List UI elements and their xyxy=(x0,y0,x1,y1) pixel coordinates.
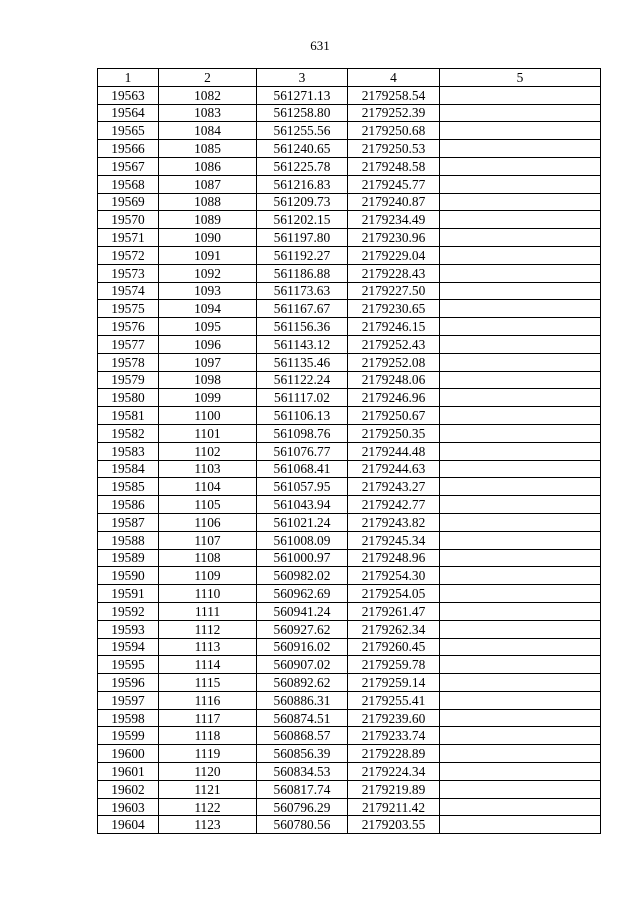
table-cell-col-3: 560982.02 xyxy=(257,567,348,585)
table-row xyxy=(98,300,601,318)
table-cell-col-5 xyxy=(440,193,601,211)
table-cell-col-5 xyxy=(440,691,601,709)
table-cell-col-4: 2179262.34 xyxy=(348,620,440,638)
table-cell-col-3: 560941.24 xyxy=(257,602,348,620)
table-row xyxy=(98,193,601,211)
table-cell-col-1: 19583 xyxy=(98,442,159,460)
table-cell-col-4: 2179259.78 xyxy=(348,656,440,674)
table-cell-col-1: 19582 xyxy=(98,424,159,442)
table-cell-col-3: 561192.27 xyxy=(257,246,348,264)
table-cell-col-2: 1111 xyxy=(159,602,257,620)
table-cell-col-3: 560874.51 xyxy=(257,709,348,727)
table-cell-col-3: 561202.15 xyxy=(257,211,348,229)
table-row xyxy=(98,513,601,531)
table-cell-col-1: 19598 xyxy=(98,709,159,727)
table-cell-col-3: 561098.76 xyxy=(257,424,348,442)
table-row xyxy=(98,460,601,478)
table-cell-col-1: 19565 xyxy=(98,122,159,140)
table-row xyxy=(98,371,601,389)
table-cell-col-4: 2179248.96 xyxy=(348,549,440,567)
table-cell-col-1: 19572 xyxy=(98,246,159,264)
table-cell-col-1: 19571 xyxy=(98,229,159,247)
table-cell-col-1: 19568 xyxy=(98,175,159,193)
table-cell-col-4: 2179250.67 xyxy=(348,407,440,425)
table-cell-col-3: 561258.80 xyxy=(257,104,348,122)
table-cell-col-5 xyxy=(440,407,601,425)
table-cell-col-2: 1089 xyxy=(159,211,257,229)
table-cell-col-3: 561209.73 xyxy=(257,193,348,211)
table-row xyxy=(98,531,601,549)
table-cell-col-1: 19601 xyxy=(98,763,159,781)
table-row xyxy=(98,175,601,193)
table-cell-col-2: 1088 xyxy=(159,193,257,211)
table-cell-col-2: 1094 xyxy=(159,300,257,318)
table-cell-col-3: 560907.02 xyxy=(257,656,348,674)
table-cell-col-3: 561197.80 xyxy=(257,229,348,247)
table-cell-col-3: 560817.74 xyxy=(257,780,348,798)
table-cell-col-4: 2179250.53 xyxy=(348,140,440,158)
table-row xyxy=(98,407,601,425)
table-cell-col-5 xyxy=(440,353,601,371)
table-cell-col-2: 1106 xyxy=(159,513,257,531)
table-cell-col-1: 19591 xyxy=(98,585,159,603)
table-cell-col-4: 2179219.89 xyxy=(348,780,440,798)
table-cell-col-2: 1107 xyxy=(159,531,257,549)
table-cell-col-4: 2179233.74 xyxy=(348,727,440,745)
table-row xyxy=(98,246,601,264)
table-row xyxy=(98,389,601,407)
table-cell-col-5 xyxy=(440,602,601,620)
table-cell-col-3: 561156.36 xyxy=(257,318,348,336)
table-cell-col-1: 19604 xyxy=(98,816,159,834)
table-cell-col-5 xyxy=(440,157,601,175)
table-cell-col-2: 1113 xyxy=(159,638,257,656)
table-cell-col-4: 2179244.48 xyxy=(348,442,440,460)
table-cell-col-3: 560892.62 xyxy=(257,674,348,692)
table-cell-col-1: 19597 xyxy=(98,691,159,709)
table-cell-col-1: 19563 xyxy=(98,86,159,104)
table-cell-col-1: 19574 xyxy=(98,282,159,300)
table-cell-col-4: 2179248.06 xyxy=(348,371,440,389)
table-row xyxy=(98,122,601,140)
table-cell-col-2: 1123 xyxy=(159,816,257,834)
table-cell-col-2: 1093 xyxy=(159,282,257,300)
table-cell-col-5 xyxy=(440,674,601,692)
table-cell-col-1: 19596 xyxy=(98,674,159,692)
table-cell-col-2: 1105 xyxy=(159,496,257,514)
table-cell-col-2: 1100 xyxy=(159,407,257,425)
column-header-4: 4 xyxy=(348,69,440,87)
table-cell-col-4: 2179239.60 xyxy=(348,709,440,727)
table-cell-col-3: 561143.12 xyxy=(257,335,348,353)
table-row xyxy=(98,816,601,834)
table-cell-col-4: 2179228.89 xyxy=(348,745,440,763)
table-cell-col-3: 560780.56 xyxy=(257,816,348,834)
table-cell-col-1: 19590 xyxy=(98,567,159,585)
table-row xyxy=(98,157,601,175)
table-cell-col-5 xyxy=(440,229,601,247)
table-cell-col-3: 560886.31 xyxy=(257,691,348,709)
table-cell-col-5 xyxy=(440,389,601,407)
table-cell-col-3: 561000.97 xyxy=(257,549,348,567)
table-cell-col-1: 19587 xyxy=(98,513,159,531)
table-cell-col-5 xyxy=(440,211,601,229)
table-cell-col-5 xyxy=(440,246,601,264)
table-cell-col-5 xyxy=(440,816,601,834)
table-cell-col-3: 561173.63 xyxy=(257,282,348,300)
table-row xyxy=(98,798,601,816)
table-cell-col-2: 1092 xyxy=(159,264,257,282)
table-cell-col-2: 1086 xyxy=(159,157,257,175)
table-cell-col-4: 2179252.39 xyxy=(348,104,440,122)
table-cell-col-3: 561122.24 xyxy=(257,371,348,389)
table-cell-col-4: 2179246.15 xyxy=(348,318,440,336)
table-cell-col-3: 561271.13 xyxy=(257,86,348,104)
table-cell-col-1: 19573 xyxy=(98,264,159,282)
column-header-1: 1 xyxy=(98,69,159,87)
table-cell-col-4: 2179234.49 xyxy=(348,211,440,229)
table-cell-col-2: 1121 xyxy=(159,780,257,798)
table-cell-col-3: 561135.46 xyxy=(257,353,348,371)
table-cell-col-2: 1122 xyxy=(159,798,257,816)
table-cell-col-3: 561167.67 xyxy=(257,300,348,318)
column-header-5: 5 xyxy=(440,69,601,87)
table-cell-col-1: 19588 xyxy=(98,531,159,549)
table-row xyxy=(98,763,601,781)
table-cell-col-1: 19576 xyxy=(98,318,159,336)
table-cell-col-5 xyxy=(440,318,601,336)
table-cell-col-5 xyxy=(440,567,601,585)
table-cell-col-4: 2179240.87 xyxy=(348,193,440,211)
table-cell-col-3: 561216.83 xyxy=(257,175,348,193)
table-row xyxy=(98,549,601,567)
table-cell-col-5 xyxy=(440,513,601,531)
table-cell-col-4: 2179224.34 xyxy=(348,763,440,781)
table-cell-col-4: 2179245.77 xyxy=(348,175,440,193)
table-cell-col-3: 560962.69 xyxy=(257,585,348,603)
table-row xyxy=(98,335,601,353)
table-cell-col-5 xyxy=(440,780,601,798)
table-cell-col-1: 19580 xyxy=(98,389,159,407)
table-cell-col-2: 1117 xyxy=(159,709,257,727)
table-cell-col-3: 560856.39 xyxy=(257,745,348,763)
table-cell-col-2: 1101 xyxy=(159,424,257,442)
table-cell-col-2: 1116 xyxy=(159,691,257,709)
table-cell-col-4: 2179254.05 xyxy=(348,585,440,603)
table-cell-col-5 xyxy=(440,656,601,674)
table-cell-col-5 xyxy=(440,140,601,158)
table-cell-col-1: 19603 xyxy=(98,798,159,816)
table-cell-col-4: 2179211.42 xyxy=(348,798,440,816)
table-cell-col-1: 19599 xyxy=(98,727,159,745)
table-cell-col-1: 19586 xyxy=(98,496,159,514)
table-cell-col-5 xyxy=(440,478,601,496)
table-row xyxy=(98,424,601,442)
table-cell-col-3: 560834.53 xyxy=(257,763,348,781)
table-cell-col-5 xyxy=(440,727,601,745)
table-cell-col-5 xyxy=(440,638,601,656)
table-cell-col-2: 1090 xyxy=(159,229,257,247)
table-cell-col-2: 1083 xyxy=(159,104,257,122)
table-row xyxy=(98,478,601,496)
table-cell-col-4: 2179229.04 xyxy=(348,246,440,264)
table-cell-col-4: 2179203.55 xyxy=(348,816,440,834)
table-row xyxy=(98,745,601,763)
table-cell-col-4: 2179258.54 xyxy=(348,86,440,104)
table-cell-col-2: 1120 xyxy=(159,763,257,781)
table-cell-col-1: 19589 xyxy=(98,549,159,567)
table-cell-col-2: 1110 xyxy=(159,585,257,603)
table-cell-col-4: 2179244.63 xyxy=(348,460,440,478)
table-cell-col-4: 2179260.45 xyxy=(348,638,440,656)
table-cell-col-3: 560868.57 xyxy=(257,727,348,745)
table-row xyxy=(98,727,601,745)
table-cell-col-4: 2179230.96 xyxy=(348,229,440,247)
table-header-row xyxy=(98,69,601,87)
table-row xyxy=(98,211,601,229)
table-cell-col-4: 2179250.35 xyxy=(348,424,440,442)
table-cell-col-2: 1115 xyxy=(159,674,257,692)
table-cell-col-1: 19566 xyxy=(98,140,159,158)
column-header-3: 3 xyxy=(257,69,348,87)
table-row xyxy=(98,602,601,620)
table-cell-col-3: 560916.02 xyxy=(257,638,348,656)
table-body xyxy=(98,86,601,833)
table-cell-col-5 xyxy=(440,460,601,478)
table-row xyxy=(98,638,601,656)
table-cell-col-5 xyxy=(440,86,601,104)
table-cell-col-1: 19581 xyxy=(98,407,159,425)
table-row xyxy=(98,496,601,514)
table-cell-col-4: 2179243.82 xyxy=(348,513,440,531)
table-row xyxy=(98,780,601,798)
table-row xyxy=(98,442,601,460)
table-cell-col-1: 19564 xyxy=(98,104,159,122)
table-cell-col-3: 561068.41 xyxy=(257,460,348,478)
table-cell-col-5 xyxy=(440,424,601,442)
column-header-2: 2 xyxy=(159,69,257,87)
table-row xyxy=(98,264,601,282)
table-cell-col-1: 19600 xyxy=(98,745,159,763)
table-cell-col-5 xyxy=(440,371,601,389)
table-cell-col-1: 19584 xyxy=(98,460,159,478)
table-cell-col-2: 1099 xyxy=(159,389,257,407)
table-cell-col-4: 2179245.34 xyxy=(348,531,440,549)
table-cell-col-5 xyxy=(440,531,601,549)
table-cell-col-1: 19595 xyxy=(98,656,159,674)
table-cell-col-4: 2179259.14 xyxy=(348,674,440,692)
table-cell-col-5 xyxy=(440,122,601,140)
table-cell-col-3: 561076.77 xyxy=(257,442,348,460)
table-cell-col-1: 19578 xyxy=(98,353,159,371)
table-cell-col-1: 19577 xyxy=(98,335,159,353)
table-cell-col-3: 561225.78 xyxy=(257,157,348,175)
table-cell-col-4: 2179246.96 xyxy=(348,389,440,407)
table-cell-col-4: 2179252.08 xyxy=(348,353,440,371)
table-cell-col-2: 1108 xyxy=(159,549,257,567)
table-cell-col-5 xyxy=(440,282,601,300)
table-cell-col-3: 561043.94 xyxy=(257,496,348,514)
page-number: 631 xyxy=(310,38,330,53)
table-cell-col-2: 1102 xyxy=(159,442,257,460)
table-cell-col-3: 561186.88 xyxy=(257,264,348,282)
table-cell-col-4: 2179248.58 xyxy=(348,157,440,175)
table-cell-col-4: 2179254.30 xyxy=(348,567,440,585)
table-cell-col-1: 19602 xyxy=(98,780,159,798)
table-cell-col-4: 2179227.50 xyxy=(348,282,440,300)
table-cell-col-4: 2179230.65 xyxy=(348,300,440,318)
table-cell-col-2: 1082 xyxy=(159,86,257,104)
table-row xyxy=(98,674,601,692)
table-cell-col-5 xyxy=(440,585,601,603)
table-cell-col-2: 1095 xyxy=(159,318,257,336)
table-cell-col-2: 1091 xyxy=(159,246,257,264)
table-cell-col-2: 1114 xyxy=(159,656,257,674)
table-cell-col-3: 561117.02 xyxy=(257,389,348,407)
table-cell-col-2: 1118 xyxy=(159,727,257,745)
coordinates-table xyxy=(97,68,601,834)
table-cell-col-5 xyxy=(440,620,601,638)
table-row xyxy=(98,229,601,247)
table-cell-col-2: 1085 xyxy=(159,140,257,158)
table-cell-col-2: 1103 xyxy=(159,460,257,478)
table-cell-col-1: 19579 xyxy=(98,371,159,389)
table-cell-col-4: 2179252.43 xyxy=(348,335,440,353)
table-cell-col-5 xyxy=(440,264,601,282)
table-row xyxy=(98,691,601,709)
table-cell-col-1: 19575 xyxy=(98,300,159,318)
table-cell-col-5 xyxy=(440,709,601,727)
table-row xyxy=(98,86,601,104)
table-cell-col-1: 19594 xyxy=(98,638,159,656)
table-cell-col-1: 19585 xyxy=(98,478,159,496)
table-row xyxy=(98,104,601,122)
table-cell-col-4: 2179242.77 xyxy=(348,496,440,514)
table-cell-col-3: 561008.09 xyxy=(257,531,348,549)
table-cell-col-1: 19567 xyxy=(98,157,159,175)
table-cell-col-3: 561255.56 xyxy=(257,122,348,140)
table-cell-col-5 xyxy=(440,442,601,460)
table-cell-col-3: 561240.65 xyxy=(257,140,348,158)
table-cell-col-1: 19592 xyxy=(98,602,159,620)
table-cell-col-5 xyxy=(440,496,601,514)
table-cell-col-4: 2179261.47 xyxy=(348,602,440,620)
table-cell-col-4: 2179255.41 xyxy=(348,691,440,709)
table-cell-col-3: 561021.24 xyxy=(257,513,348,531)
table-cell-col-3: 560796.29 xyxy=(257,798,348,816)
table-cell-col-2: 1104 xyxy=(159,478,257,496)
table-cell-col-2: 1112 xyxy=(159,620,257,638)
table-cell-col-5 xyxy=(440,745,601,763)
table-cell-col-2: 1084 xyxy=(159,122,257,140)
table-row xyxy=(98,140,601,158)
table-cell-col-1: 19570 xyxy=(98,211,159,229)
table-cell-col-5 xyxy=(440,300,601,318)
table-cell-col-5 xyxy=(440,104,601,122)
table-cell-col-2: 1097 xyxy=(159,353,257,371)
table-cell-col-3: 561106.13 xyxy=(257,407,348,425)
table-cell-col-4: 2179250.68 xyxy=(348,122,440,140)
table-cell-col-5 xyxy=(440,763,601,781)
table-cell-col-1: 19593 xyxy=(98,620,159,638)
table-cell-col-5 xyxy=(440,798,601,816)
table-row xyxy=(98,585,601,603)
table-cell-col-1: 19569 xyxy=(98,193,159,211)
table-row xyxy=(98,620,601,638)
table-cell-col-5 xyxy=(440,335,601,353)
table-cell-col-4: 2179228.43 xyxy=(348,264,440,282)
table-row xyxy=(98,282,601,300)
table-row xyxy=(98,709,601,727)
table-cell-col-2: 1098 xyxy=(159,371,257,389)
table-cell-col-3: 560927.62 xyxy=(257,620,348,638)
table-cell-col-4: 2179243.27 xyxy=(348,478,440,496)
table-cell-col-5 xyxy=(440,175,601,193)
table-cell-col-5 xyxy=(440,549,601,567)
table-row xyxy=(98,567,601,585)
table-row xyxy=(98,318,601,336)
table-cell-col-3: 561057.95 xyxy=(257,478,348,496)
table-row xyxy=(98,656,601,674)
table-cell-col-2: 1087 xyxy=(159,175,257,193)
table-row xyxy=(98,353,601,371)
table-cell-col-2: 1119 xyxy=(159,745,257,763)
table-cell-col-2: 1096 xyxy=(159,335,257,353)
table-cell-col-2: 1109 xyxy=(159,567,257,585)
